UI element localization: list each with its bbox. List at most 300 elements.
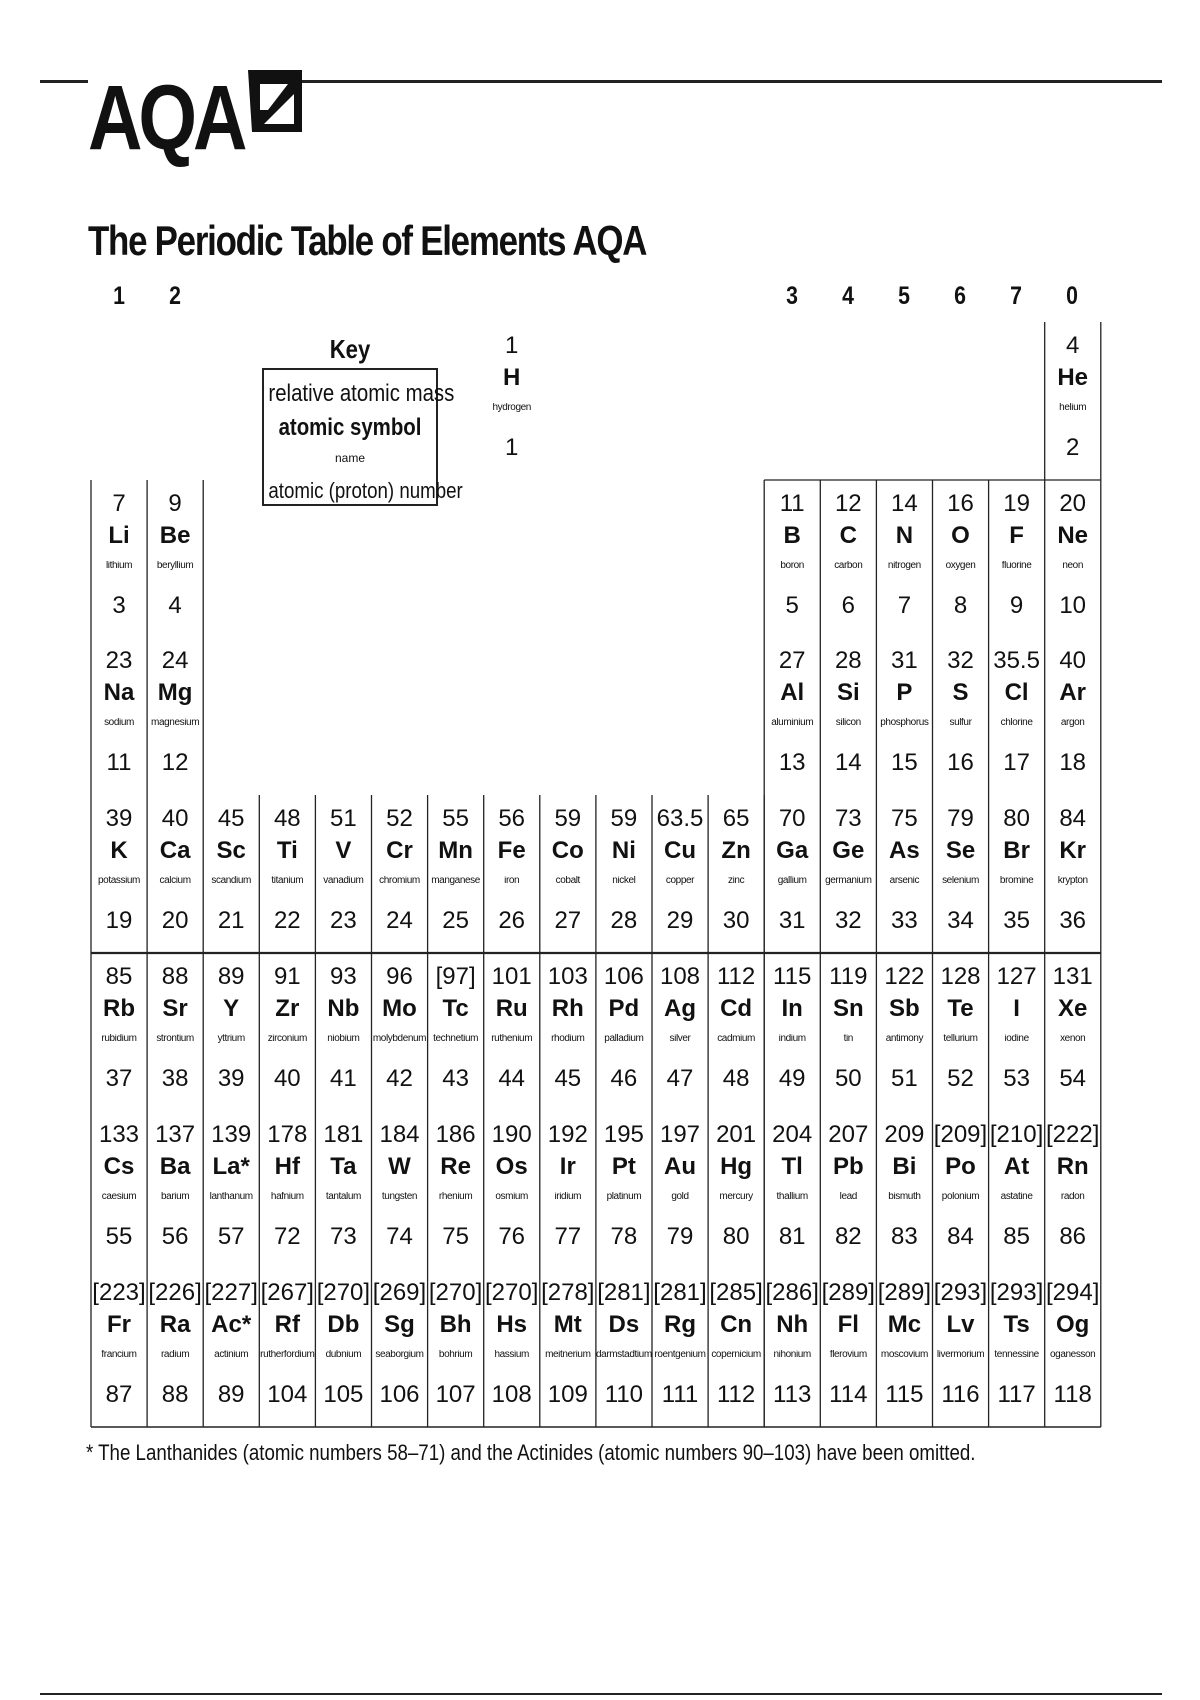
key-number-label: atomic (proton) number (268, 478, 463, 503)
element-number: 6 (841, 592, 855, 619)
element-name: cadmium (717, 1034, 755, 1044)
element-symbol: Hs (496, 1311, 528, 1338)
element-symbol: Zr (275, 995, 300, 1022)
element-symbol: C (839, 522, 857, 549)
element-number: 56 (161, 1223, 189, 1250)
element-mass: 115 (773, 963, 812, 990)
element-mass: 7 (112, 490, 126, 517)
element-name: gallium (777, 876, 807, 886)
group-label: 2 (169, 282, 181, 310)
element-mass: [289] (821, 1279, 875, 1306)
element-mass: 70 (778, 805, 806, 832)
element-symbol: He (1057, 364, 1089, 391)
element-number: 24 (386, 907, 413, 934)
element-number: 20 (161, 907, 189, 934)
element-name: magnesium (151, 718, 200, 728)
element-name: lanthanum (209, 1192, 253, 1202)
element-symbol: Mo (382, 995, 417, 1022)
element-name: calcium (159, 876, 191, 886)
element-name: cobalt (555, 876, 580, 886)
element-number: 50 (834, 1065, 862, 1092)
element-symbol: Cn (720, 1311, 753, 1338)
element-number: 5 (785, 592, 799, 619)
element-number: 39 (217, 1065, 245, 1092)
element-name: phosphorus (880, 718, 929, 728)
element-name: silver (669, 1034, 691, 1044)
element-symbol: Cd (720, 995, 753, 1022)
element-name: tin (843, 1034, 853, 1044)
element-name: neon (1062, 561, 1084, 571)
element-symbol: Ag (664, 995, 696, 1022)
element-name: flerovium (829, 1350, 867, 1360)
element-name: molybdenum (372, 1034, 427, 1044)
element-symbol: Tl (781, 1153, 803, 1180)
element-name: silicon (835, 718, 861, 728)
element-symbol: Te (947, 995, 974, 1022)
element-symbol: Hg (720, 1153, 753, 1180)
element-symbol: Sg (384, 1311, 415, 1338)
element-symbol: S (952, 679, 969, 706)
element-mass: 197 (659, 1121, 701, 1148)
element-name: rubidium (101, 1034, 137, 1044)
element-name: beryllium (156, 561, 194, 571)
element-number: 115 (885, 1381, 924, 1408)
element-name: indium (778, 1034, 806, 1044)
element-number: 34 (947, 907, 974, 934)
element-mass: 207 (828, 1121, 869, 1148)
element-mass: [227] (204, 1279, 258, 1306)
element-number: 87 (105, 1381, 133, 1408)
element-mass: 20 (1059, 490, 1087, 517)
element-symbol: I (1013, 995, 1020, 1022)
element-mass: 32 (947, 647, 974, 674)
element-number: 33 (891, 907, 918, 934)
element-number: 114 (829, 1381, 868, 1408)
element-name: francium (101, 1350, 137, 1360)
element-mass: [281] (597, 1279, 651, 1306)
element-name: chlorine (1000, 718, 1033, 728)
element-number: 14 (834, 749, 862, 776)
element-name: bromine (999, 876, 1034, 886)
element-number: 25 (442, 907, 469, 934)
element-symbol: Ir (559, 1153, 576, 1180)
element-number: 1 (505, 434, 519, 461)
element-symbol: Bh (439, 1311, 472, 1338)
element-mass: [269] (372, 1279, 427, 1306)
element-number: 17 (1003, 749, 1030, 776)
element-name: vanadium (323, 876, 364, 886)
element-name: fluorine (1001, 561, 1032, 571)
element-symbol: Mc (887, 1311, 922, 1338)
element-symbol: Ne (1057, 522, 1089, 549)
element-mass: 23 (105, 647, 133, 674)
key-name-label: name (334, 451, 366, 465)
element-name: yttrium (217, 1034, 245, 1044)
element-symbol: Fe (497, 837, 526, 864)
element-name: rutherfordium (260, 1350, 315, 1360)
element-name: niobium (327, 1034, 360, 1044)
element-symbol: Rh (551, 995, 584, 1022)
element-mass: [270] (316, 1279, 371, 1306)
element-name: titanium (271, 876, 304, 886)
element-mass: 40 (1059, 647, 1087, 674)
element-mass: 48 (273, 805, 301, 832)
group-label: 7 (1010, 282, 1022, 310)
element-mass: 93 (330, 963, 357, 990)
element-number: 89 (217, 1381, 245, 1408)
element-symbol: Sn (832, 995, 864, 1022)
element-mass: 96 (386, 963, 413, 990)
element-mass: [270] (428, 1279, 483, 1306)
element-number: 35 (1003, 907, 1030, 934)
element-number: 112 (716, 1381, 756, 1408)
element-symbol: Hf (274, 1153, 300, 1180)
element-symbol: Ts (1003, 1311, 1030, 1338)
element-name: bohrium (438, 1350, 473, 1360)
element-number: 85 (1003, 1223, 1030, 1250)
element-mass: 103 (547, 963, 588, 990)
element-name: aluminium (771, 718, 814, 728)
element-name: palladium (604, 1034, 644, 1044)
element-name: tungsten (381, 1192, 418, 1202)
element-name: antimony (885, 1034, 924, 1044)
element-name: tennessine (994, 1350, 1039, 1360)
element-name: iridium (554, 1192, 582, 1202)
element-number: 22 (273, 907, 301, 934)
element-mass: 28 (834, 647, 862, 674)
element-name: lead (839, 1192, 857, 1202)
element-number: 82 (834, 1223, 862, 1250)
element-name: seaborgium (375, 1350, 424, 1360)
element-symbol: Rf (274, 1311, 300, 1338)
element-mass: [286] (765, 1279, 819, 1306)
element-symbol: Co (551, 837, 584, 864)
element-name: zirconium (267, 1034, 307, 1044)
element-symbol: Mt (553, 1311, 582, 1338)
element-symbol: Fl (837, 1311, 859, 1338)
element-mass: [281] (653, 1279, 707, 1306)
element-mass: 181 (323, 1121, 364, 1148)
element-number: 26 (498, 907, 526, 934)
page-title: The Periodic Table of Elements AQA (88, 217, 647, 264)
element-mass: 56 (498, 805, 526, 832)
element-mass: 4 (1066, 332, 1080, 359)
element-symbol: Rg (664, 1311, 696, 1338)
element-mass: [223] (92, 1279, 146, 1306)
footnote: * The Lanthanides (atomic numbers 58–71) and the Actinides (atomic numbers 90–103) have been omitted. (86, 1440, 976, 1465)
element-name: helium (1059, 403, 1087, 413)
element-number: 105 (323, 1381, 364, 1408)
element-name: osmium (495, 1192, 528, 1202)
element-mass: 39 (105, 805, 133, 832)
group-label: 0 (1066, 282, 1078, 310)
element-number: 84 (947, 1223, 974, 1250)
element-symbol: Al (780, 679, 805, 706)
element-symbol: Mn (438, 837, 473, 864)
element-symbol: Ac* (211, 1311, 252, 1338)
element-number: 117 (997, 1381, 1036, 1408)
element-name: sulfur (949, 718, 972, 728)
element-number: 79 (666, 1223, 694, 1250)
element-symbol: Mg (157, 679, 193, 706)
element-symbol: Xe (1058, 995, 1088, 1022)
element-mass: 1 (505, 332, 519, 359)
element-number: 2 (1066, 434, 1080, 461)
element-mass: 195 (603, 1121, 644, 1148)
element-number: 41 (330, 1065, 357, 1092)
element-name: hafnium (270, 1192, 304, 1202)
element-mass: 190 (491, 1121, 532, 1148)
element-name: oganesson (1050, 1350, 1096, 1360)
element-number: 19 (105, 907, 133, 934)
element-mass: 209 (884, 1121, 925, 1148)
element-name: gold (671, 1192, 689, 1202)
element-symbol: B (783, 522, 801, 549)
element-mass: 84 (1059, 805, 1087, 832)
element-mass: [222] (1045, 1121, 1100, 1148)
element-mass: 16 (947, 490, 974, 517)
element-number: 80 (722, 1223, 750, 1250)
element-number: 54 (1059, 1065, 1087, 1092)
element-number: 86 (1059, 1223, 1087, 1250)
element-mass: 35.5 (993, 647, 1040, 674)
element-symbol: Pd (608, 995, 640, 1022)
element-symbol: Ti (276, 837, 298, 864)
element-number: 46 (610, 1065, 638, 1092)
element-mass: 80 (1003, 805, 1030, 832)
element-number: 44 (498, 1065, 526, 1092)
element-symbol: Au (664, 1153, 696, 1180)
element-mass: 192 (547, 1121, 588, 1148)
group-label: 3 (786, 282, 798, 310)
element-symbol: Re (440, 1153, 471, 1180)
element-number: 40 (273, 1065, 301, 1092)
element-mass: 55 (442, 805, 469, 832)
element-name: scandium (211, 876, 251, 886)
element-symbol: V (335, 837, 352, 864)
element-mass: [278] (541, 1279, 595, 1306)
element-number: 83 (891, 1223, 918, 1250)
element-mass: 14 (891, 490, 918, 517)
element-symbol: Br (1003, 837, 1030, 864)
element-mass: 178 (267, 1121, 308, 1148)
element-mass: [289] (877, 1279, 932, 1306)
element-name: rhenium (438, 1192, 473, 1202)
element-mass: 79 (947, 805, 974, 832)
element-symbol: Pb (832, 1153, 864, 1180)
element-name: tellurium (943, 1034, 978, 1044)
element-symbol: Cl (1004, 679, 1029, 706)
element-number: 110 (604, 1381, 644, 1408)
element-name: barium (161, 1192, 190, 1202)
element-symbol: Zn (721, 837, 751, 864)
element-symbol: La* (212, 1153, 250, 1180)
element-name: nihonium (773, 1350, 811, 1360)
element-symbol: Os (495, 1153, 528, 1180)
element-mass: 63.5 (656, 805, 704, 832)
element-symbol: Ca (159, 837, 191, 864)
element-mass: [267] (260, 1279, 314, 1306)
element-mass: 131 (1052, 963, 1093, 990)
element-symbol: P (896, 679, 913, 706)
element-mass: 137 (155, 1121, 196, 1148)
element-symbol: N (895, 522, 914, 549)
element-number: 7 (897, 592, 912, 619)
element-mass: 45 (217, 805, 245, 832)
element-symbol: Cu (664, 837, 696, 864)
element-name: mercury (719, 1192, 753, 1202)
element-mass: 101 (491, 963, 532, 990)
element-symbol: Ar (1059, 679, 1087, 706)
element-symbol: Na (103, 679, 135, 706)
element-mass: 112 (716, 963, 756, 990)
element-name: nitrogen (887, 561, 921, 571)
element-name: oxygen (945, 561, 976, 571)
element-mass: 9 (168, 490, 182, 517)
element-mass: 122 (884, 963, 925, 990)
element-number: 53 (1003, 1065, 1030, 1092)
element-symbol: At (1003, 1153, 1030, 1180)
element-symbol: Ds (608, 1311, 640, 1338)
element-symbol: Db (327, 1311, 360, 1338)
element-number: 38 (161, 1065, 189, 1092)
element-number: 78 (610, 1223, 638, 1250)
element-mass: 59 (554, 805, 582, 832)
bottom-rule (40, 1693, 1162, 1695)
element-symbol: W (388, 1153, 411, 1180)
element-name: arsenic (889, 876, 920, 886)
element-name: iron (504, 876, 520, 886)
group-label: 1 (113, 282, 125, 310)
element-mass: 184 (379, 1121, 420, 1148)
element-number: 13 (778, 749, 806, 776)
element-number: 27 (554, 907, 582, 934)
element-mass: 51 (330, 805, 357, 832)
element-name: chromium (379, 876, 420, 886)
element-number: 118 (1053, 1381, 1092, 1408)
element-number: 29 (666, 907, 694, 934)
element-number: 11 (106, 749, 132, 776)
key-heading: Key (329, 334, 371, 364)
element-mass: [226] (148, 1279, 202, 1306)
element-symbol: Ge (832, 837, 865, 864)
element-mass: 119 (829, 963, 868, 990)
element-number: 28 (610, 907, 638, 934)
element-mass: 73 (834, 805, 862, 832)
element-number: 55 (105, 1223, 133, 1250)
element-symbol: Pt (611, 1153, 636, 1180)
element-name: caesium (101, 1192, 137, 1202)
element-mass: [270] (484, 1279, 539, 1306)
element-name: actinium (214, 1350, 249, 1360)
element-symbol: Ta (330, 1153, 357, 1180)
element-name: germanium (825, 876, 872, 886)
element-name: radium (161, 1350, 190, 1360)
element-mass: 24 (161, 647, 189, 674)
element-mass: 89 (217, 963, 245, 990)
key-symbol-label: atomic symbol (278, 414, 422, 441)
element-symbol: Kr (1059, 837, 1087, 864)
element-number: 107 (435, 1381, 476, 1408)
element-symbol: Bi (892, 1153, 917, 1180)
element-number: 8 (953, 592, 968, 619)
element-mass: 106 (603, 963, 644, 990)
element-symbol: Sc (216, 837, 246, 864)
element-mass: 186 (435, 1121, 476, 1148)
element-name: iodine (1004, 1034, 1029, 1044)
element-number: 37 (105, 1065, 133, 1092)
element-number: 31 (778, 907, 806, 934)
element-mass: [285] (709, 1279, 763, 1306)
element-name: selenium (942, 876, 979, 886)
element-mass: 59 (610, 805, 638, 832)
element-name: boron (780, 561, 804, 571)
element-mass: 75 (891, 805, 918, 832)
element-number: 88 (161, 1381, 189, 1408)
element-number: 116 (941, 1381, 980, 1408)
element-symbol: Nb (327, 995, 360, 1022)
element-name: tantalum (325, 1192, 361, 1202)
element-name: krypton (1057, 876, 1088, 886)
element-mass: 27 (778, 647, 806, 674)
element-number: 108 (491, 1381, 532, 1408)
element-mass: 31 (891, 647, 918, 674)
element-name: manganese (431, 876, 480, 886)
element-name: strontium (156, 1034, 194, 1044)
element-number: 109 (547, 1381, 588, 1408)
element-number: 42 (386, 1065, 413, 1092)
element-name: ruthenium (491, 1034, 533, 1044)
element-mass: 65 (722, 805, 750, 832)
element-number: 106 (379, 1381, 420, 1408)
element-mass: [294] (1045, 1279, 1100, 1306)
element-name: potassium (98, 876, 140, 886)
element-number: 4 (168, 592, 182, 619)
element-name: dubnium (325, 1350, 362, 1360)
element-mass: [293] (933, 1279, 988, 1306)
element-number: 36 (1059, 907, 1087, 934)
element-symbol: Ba (159, 1153, 191, 1180)
element-symbol: As (889, 837, 920, 864)
element-mass: 133 (98, 1121, 140, 1148)
element-number: 16 (947, 749, 974, 776)
element-number: 43 (442, 1065, 469, 1092)
element-mass: 40 (161, 805, 189, 832)
element-number: 111 (661, 1381, 699, 1408)
element-name: sodium (104, 718, 134, 728)
element-name: lithium (105, 561, 133, 571)
element-number: 76 (498, 1223, 526, 1250)
element-name: astatine (1000, 1192, 1033, 1202)
element-number: 72 (273, 1223, 301, 1250)
element-symbol: Li (108, 522, 130, 549)
element-mass: 19 (1003, 490, 1030, 517)
element-symbol: Ra (159, 1311, 191, 1338)
group-label: 5 (898, 282, 910, 310)
element-symbol: Cr (386, 837, 413, 864)
element-name: nickel (612, 876, 636, 886)
element-name: copper (665, 876, 695, 886)
element-number: 49 (778, 1065, 806, 1092)
element-mass: 91 (273, 963, 301, 990)
element-symbol: Tc (442, 995, 469, 1022)
element-name: copernicium (711, 1350, 761, 1360)
element-number: 51 (891, 1065, 918, 1092)
element-mass: 52 (386, 805, 413, 832)
element-symbol: Nh (776, 1311, 809, 1338)
element-mass: 139 (211, 1121, 252, 1148)
element-number: 75 (442, 1223, 469, 1250)
